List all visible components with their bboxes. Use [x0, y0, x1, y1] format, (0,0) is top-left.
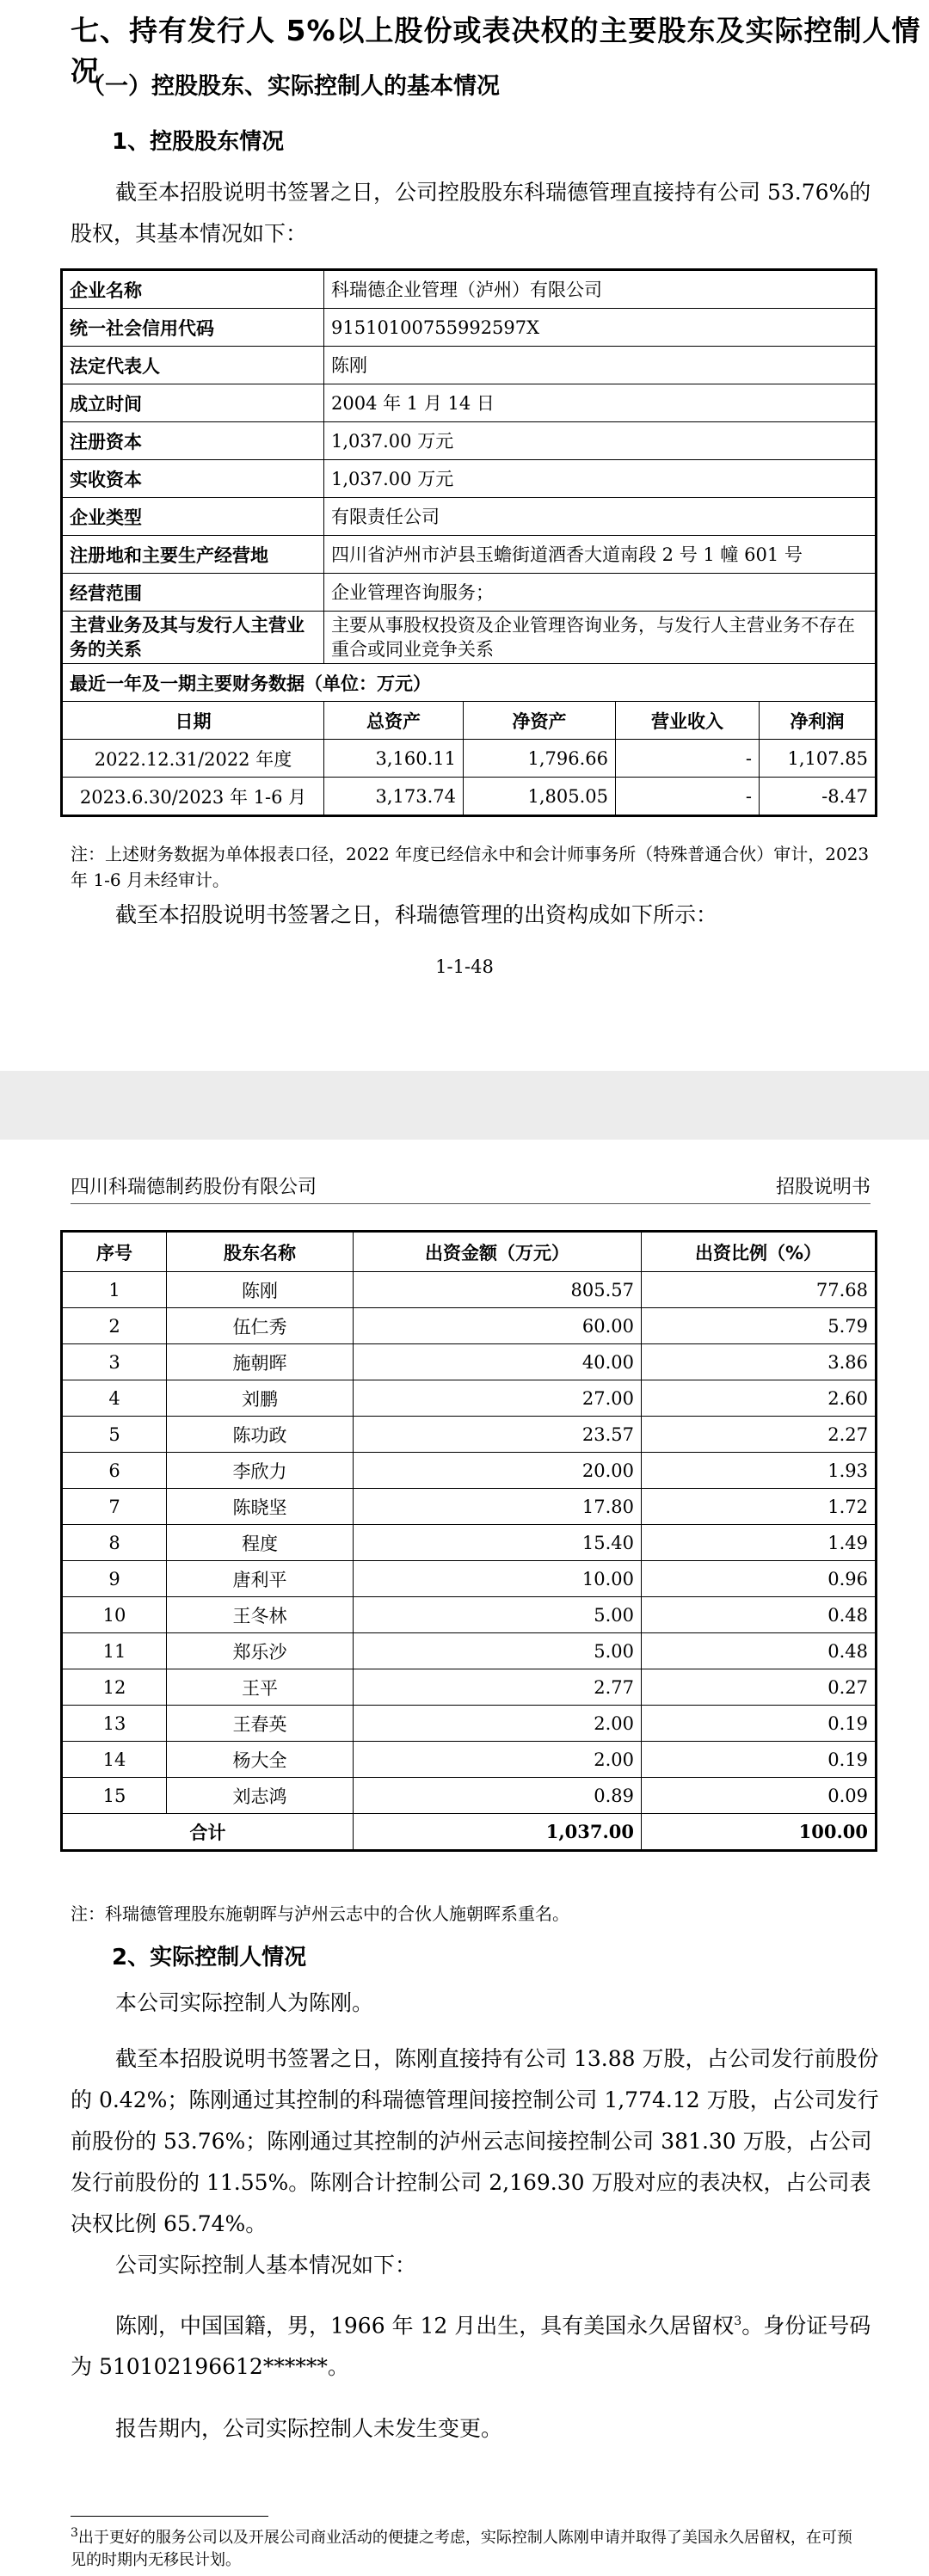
- cell: 2: [62, 1308, 167, 1344]
- cell: 4: [62, 1380, 167, 1417]
- row-label: 企业名称: [62, 270, 324, 309]
- cell: 王春英: [167, 1706, 354, 1742]
- cell: 唐利平: [167, 1561, 354, 1597]
- cell: 5.00: [354, 1597, 642, 1633]
- cell: 2.60: [642, 1380, 877, 1417]
- cell: 杨大全: [167, 1742, 354, 1778]
- column-header: 出资比例（%）: [642, 1232, 877, 1272]
- cell: 王平: [167, 1669, 354, 1706]
- cell: 2023.6.30/2023 年 1-6 月: [62, 778, 324, 816]
- cell: 27.00: [354, 1380, 642, 1417]
- table-row: [62, 1417, 877, 1453]
- cell: 20.00: [354, 1453, 642, 1489]
- table-row: [62, 1272, 877, 1308]
- row-value: 有限责任公司: [324, 498, 877, 536]
- header-document-type: 招股说明书: [775, 1177, 871, 1198]
- total-amount: 1,037.00: [354, 1814, 642, 1851]
- cell: 13: [62, 1706, 167, 1742]
- cell: 陈刚: [167, 1272, 354, 1308]
- cell: 2.00: [354, 1706, 642, 1742]
- cell: 3.86: [642, 1344, 877, 1380]
- cell: 23.57: [354, 1417, 642, 1453]
- table-row: [62, 1669, 877, 1706]
- cell: 60.00: [354, 1308, 642, 1344]
- cell: 5: [62, 1417, 167, 1453]
- row-label: 实收资本: [62, 460, 324, 498]
- cell: 1,107.85: [760, 740, 877, 778]
- row-value: 1,037.00 万元: [324, 460, 877, 498]
- person-text-b: 。身份证号码为 510102196612******。: [71, 2313, 871, 2380]
- total-ratio: 100.00: [642, 1814, 877, 1851]
- row-label: 经营范围: [62, 574, 324, 612]
- cell: 3,173.74: [324, 778, 464, 816]
- cell: 6: [62, 1453, 167, 1489]
- no-change-paragraph: 报告期内，公司实际控制人未发生变更。: [115, 2416, 503, 2441]
- cell: 程度: [167, 1525, 354, 1561]
- page-number: 1-1-48: [435, 956, 494, 977]
- cell: 9: [62, 1561, 167, 1597]
- cell: 郑乐沙: [167, 1633, 354, 1669]
- table-row: [62, 740, 877, 778]
- row-label: 统一社会信用代码: [62, 309, 324, 347]
- row-value: 四川省泸州市泸县玉蟾街道酒香大道南段 2 号 1 幢 601 号: [324, 536, 877, 574]
- column-header: 净利润: [760, 702, 877, 740]
- cell: 刘鹏: [167, 1380, 354, 1417]
- table-row: [62, 1380, 877, 1417]
- table-row: [62, 309, 877, 347]
- table-row: [62, 1489, 877, 1525]
- row-value: 企业管理咨询服务；: [324, 574, 877, 612]
- table-header-row: [62, 1232, 877, 1272]
- cell: 0.19: [642, 1706, 877, 1742]
- document-page-1: [0, 0, 929, 1071]
- cell: 7: [62, 1489, 167, 1525]
- row-label: 主营业务及其与发行人主营业务的关系: [62, 612, 324, 664]
- footnote-number: 3: [71, 2526, 78, 2540]
- table-row: [62, 1344, 877, 1380]
- cell: -: [616, 740, 760, 778]
- cell: 14: [62, 1742, 167, 1778]
- cell: 陈功政: [167, 1417, 354, 1453]
- subsection-title-controlling-shareholder: 1、控股股东情况: [112, 129, 285, 155]
- cell: -8.47: [760, 778, 877, 816]
- table-row: [62, 422, 877, 460]
- cell: 李欣力: [167, 1453, 354, 1489]
- cell: 5.79: [642, 1308, 877, 1344]
- table-row: [62, 1525, 877, 1561]
- company-info-table: [60, 268, 877, 817]
- cell: 2.00: [354, 1742, 642, 1778]
- footnote: [71, 2522, 862, 2572]
- cell: 2.27: [642, 1417, 877, 1453]
- cell: 3,160.11: [324, 740, 464, 778]
- cell: 5.00: [354, 1633, 642, 1669]
- cell: 伍仁秀: [167, 1308, 354, 1344]
- column-header: 总资产: [324, 702, 464, 740]
- row-value: 主要从事股权投资及企业管理咨询业务，与发行人主营业务不存在重合或同业竞争关系: [324, 612, 877, 664]
- column-header: 股东名称: [167, 1232, 354, 1272]
- cell: 1,796.66: [464, 740, 616, 778]
- table-row: [62, 347, 877, 384]
- person-text-a: 陈刚，中国国籍，男，1966 年 12 月出生，具有美国永久居留权: [115, 2313, 735, 2339]
- table-row: [62, 1453, 877, 1489]
- row-value: 2004 年 1 月 14 日: [324, 384, 877, 422]
- column-header: 日期: [62, 702, 324, 740]
- row-label: 法定代表人: [62, 347, 324, 384]
- row-label: 成立时间: [62, 384, 324, 422]
- cell: 0.48: [642, 1633, 877, 1669]
- column-header: 出资金额（万元）: [354, 1232, 642, 1272]
- section-title: 七、持有发行人 5%以上股份或表决权的主要股东及实际控制人情况: [71, 14, 921, 88]
- table-row: [62, 384, 877, 422]
- shareholder-table: [60, 1230, 877, 1852]
- capital-structure-intro: 截至本招股说明书签署之日，科瑞德管理的出资构成如下所示：: [115, 902, 718, 927]
- cell: 2.77: [354, 1669, 642, 1706]
- column-header: 营业收入: [616, 702, 760, 740]
- cell: 刘志鸿: [167, 1778, 354, 1814]
- cell: 1,805.05: [464, 778, 616, 816]
- cell: 3: [62, 1344, 167, 1380]
- table-total-row: [62, 1814, 877, 1851]
- table-row: [62, 1633, 877, 1669]
- table-row: [62, 1308, 877, 1344]
- table-row: [62, 612, 877, 664]
- cell: 77.68: [642, 1272, 877, 1308]
- table-row: [62, 270, 877, 309]
- column-header: 序号: [62, 1232, 167, 1272]
- person-paragraph: [71, 2301, 892, 2388]
- cell: 1.49: [642, 1525, 877, 1561]
- table-row: [62, 664, 877, 702]
- row-label: 注册地和主要生产经营地: [62, 536, 324, 574]
- financial-data-title: 最近一年及一期主要财务数据（单位：万元）: [62, 664, 877, 702]
- cell: 2022.12.31/2022 年度: [62, 740, 324, 778]
- cell: 0.96: [642, 1561, 877, 1597]
- shareholder-note: 注：科瑞德管理股东施朝晖与泸州云志中的合伙人施朝晖系重名。: [71, 1903, 569, 1924]
- document-page-2: [0, 1140, 929, 2576]
- table-header-row: [62, 702, 877, 740]
- financial-note: 注：上述财务数据为单体报表口径，2022 年度已经信永中和会计师事务所（特殊普通合伙）审计，2023 年 1-6 月未经审计。: [71, 844, 870, 890]
- footnote-text: 出于更好的服务公司以及开展公司商业活动的便捷之考虑，实际控制人陈刚申请并取得了美国永久居留权，在可预见的时期内无移民计划。: [71, 2529, 852, 2569]
- table-row: [62, 1561, 877, 1597]
- cell: 10: [62, 1597, 167, 1633]
- subsection-title-actual-controller: 2、实际控制人情况: [112, 1945, 307, 1970]
- holdings-paragraph: 截至本招股说明书签署之日，陈刚直接持有公司 13.88 万股，占公司发行前股份的 0.42%；陈刚通过其控制的科瑞德管理间接控制公司 1,774.12 万股，占公司发行前股份的 53.76%；陈刚通过其控制的泸州云志间接控制公司 381.30 万股，占公司发行前股份的 11.55%。陈刚合计控制公司 2,169.30 万股对应的表决权，占公司表决权比例 65.74%。: [71, 2046, 879, 2236]
- cell: 施朝晖: [167, 1344, 354, 1380]
- cell: 王冬林: [167, 1597, 354, 1633]
- cell: 1.93: [642, 1453, 877, 1489]
- table-row: [62, 574, 877, 612]
- section-subtitle: （一）控股股东、实际控制人的基本情况: [82, 73, 500, 100]
- row-label: 注册资本: [62, 422, 324, 460]
- cell: 0.09: [642, 1778, 877, 1814]
- cell: 15: [62, 1778, 167, 1814]
- cell: 40.00: [354, 1344, 642, 1380]
- cell: 11: [62, 1633, 167, 1669]
- cell: 10.00: [354, 1561, 642, 1597]
- intro-paragraph: 截至本招股说明书签署之日，公司控股股东科瑞德管理直接持有公司 53.76%的股权，其基本情况如下：: [71, 180, 871, 246]
- cell: 1.72: [642, 1489, 877, 1525]
- cell: -: [616, 778, 760, 816]
- row-value: 科瑞德企业管理（泸州）有限公司: [324, 270, 877, 309]
- table-row: [62, 1597, 877, 1633]
- cell: 1: [62, 1272, 167, 1308]
- table-row: [62, 778, 877, 816]
- running-header: [71, 1172, 871, 1204]
- page-gap: [0, 1071, 929, 1140]
- cell: 17.80: [354, 1489, 642, 1525]
- cell: 8: [62, 1525, 167, 1561]
- table-row: [62, 1742, 877, 1778]
- footnote-marker: 3: [734, 2315, 742, 2328]
- cell: 0.27: [642, 1669, 877, 1706]
- total-label: 合计: [62, 1814, 354, 1851]
- row-value: 1,037.00 万元: [324, 422, 877, 460]
- cell: 12: [62, 1669, 167, 1706]
- header-company-name: 四川科瑞德制药股份有限公司: [71, 1177, 317, 1198]
- controller-paragraph: 本公司实际控制人为陈刚。: [115, 1990, 374, 2015]
- cell: 0.19: [642, 1742, 877, 1778]
- cell: 0.48: [642, 1597, 877, 1633]
- cell: 805.57: [354, 1272, 642, 1308]
- cell: 陈晓坚: [167, 1489, 354, 1525]
- column-header: 净资产: [464, 702, 616, 740]
- cell: 15.40: [354, 1525, 642, 1561]
- table-row: [62, 498, 877, 536]
- row-value: 91510100755992597X: [324, 309, 877, 347]
- table-row: [62, 1706, 877, 1742]
- table-row: [62, 460, 877, 498]
- row-value: 陈刚: [324, 347, 877, 384]
- footnote-divider: [71, 2516, 268, 2517]
- table-row: [62, 1778, 877, 1814]
- basic-info-intro: 公司实际控制人基本情况如下：: [115, 2253, 417, 2278]
- row-label: 企业类型: [62, 498, 324, 536]
- table-row: [62, 536, 877, 574]
- cell: 0.89: [354, 1778, 642, 1814]
